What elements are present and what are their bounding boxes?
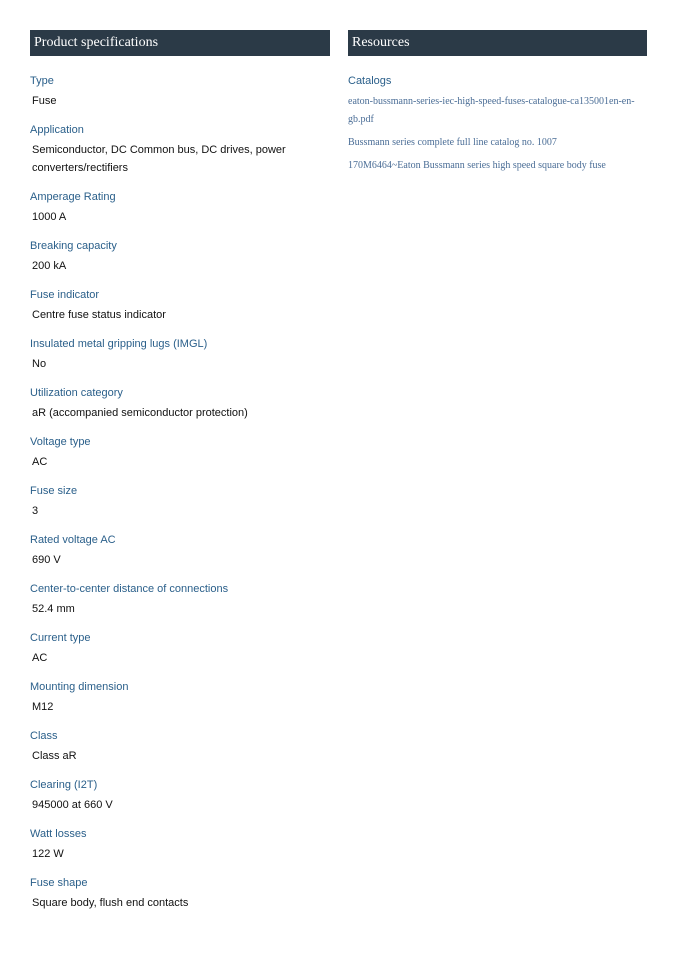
spec-label: Amperage Rating — [30, 191, 116, 203]
spec-label: Insulated metal gripping lugs (IMGL) — [30, 338, 208, 350]
catalogs-label: Catalogs — [348, 75, 392, 87]
spec-imgl — [30, 337, 330, 373]
spec-fuse-size — [30, 484, 330, 520]
spec-label: Fuse indicator — [30, 289, 100, 301]
spec-amperage-rating — [30, 190, 330, 226]
spec-value: Fuse — [32, 95, 57, 107]
spec-label: Application — [30, 124, 84, 136]
resources-section — [348, 30, 647, 180]
spec-label: Rated voltage AC — [30, 534, 116, 546]
catalog-link-170m6464[interactable]: 170M6464~Eaton Bussmann series high speed square body fuse — [348, 160, 606, 171]
spec-fuse-indicator — [30, 288, 330, 324]
resources-header: Resources — [348, 30, 647, 56]
spec-label: Clearing (I2T) — [30, 779, 98, 791]
spec-voltage-type — [30, 435, 330, 471]
spec-value: AC — [32, 652, 48, 664]
spec-value: 3 — [32, 505, 39, 517]
spec-label: Class — [30, 730, 58, 742]
spec-label: Utilization category — [30, 387, 123, 399]
spec-value: 690 V — [32, 554, 61, 566]
catalog-link-iec-high-speed-fuses[interactable]: eaton-bussmann-series-iec-high-speed-fuses-catalogue-ca135001en-en-gb.pdf — [348, 96, 635, 125]
spec-type — [30, 74, 330, 110]
spec-label: Fuse size — [30, 485, 78, 497]
spec-value: 1000 A — [32, 211, 67, 223]
spec-current-type — [30, 631, 330, 667]
product-specifications-header: Product specifications — [30, 30, 330, 56]
catalog-link-full-line-1007[interactable]: Bussmann series complete full line catalog no. 1007 — [348, 137, 557, 148]
spec-watt-losses — [30, 827, 330, 863]
spec-value: Class aR — [32, 750, 77, 762]
spec-value: No — [32, 358, 47, 370]
spec-application — [30, 123, 330, 177]
resources-list — [348, 74, 647, 175]
spec-label: Current type — [30, 632, 91, 644]
spec-label: Watt losses — [30, 828, 87, 840]
spec-clearing-i2t — [30, 778, 330, 814]
spec-breaking-capacity — [30, 239, 330, 275]
product-specifications-section — [30, 30, 330, 925]
spec-list — [30, 74, 330, 912]
spec-value: AC — [32, 456, 48, 468]
spec-value: Semiconductor, DC Common bus, DC drives, power converters/rectifiers — [32, 144, 286, 174]
spec-fuse-shape — [30, 876, 330, 912]
spec-value: 945000 at 660 V — [32, 799, 113, 811]
spec-value: M12 — [32, 701, 54, 713]
spec-label: Mounting dimension — [30, 681, 129, 693]
spec-mounting-dimension — [30, 680, 330, 716]
spec-value: Square body, flush end contacts — [32, 897, 189, 909]
spec-value: 200 kA — [32, 260, 67, 272]
catalog-links — [348, 93, 647, 175]
spec-value: 122 W — [32, 848, 64, 860]
spec-rated-voltage-ac — [30, 533, 330, 569]
spec-center-distance — [30, 582, 330, 618]
spec-label: Fuse shape — [30, 877, 88, 889]
spec-label: Center-to-center distance of connections — [30, 583, 229, 595]
spec-label: Voltage type — [30, 436, 91, 448]
spec-value: aR (accompanied semiconductor protection) — [32, 407, 248, 419]
spec-class — [30, 729, 330, 765]
spec-utilization-category — [30, 386, 330, 422]
spec-label: Breaking capacity — [30, 240, 117, 252]
spec-label: Type — [30, 75, 54, 87]
spec-value: Centre fuse status indicator — [32, 309, 166, 321]
spec-value: 52.4 mm — [32, 603, 75, 615]
